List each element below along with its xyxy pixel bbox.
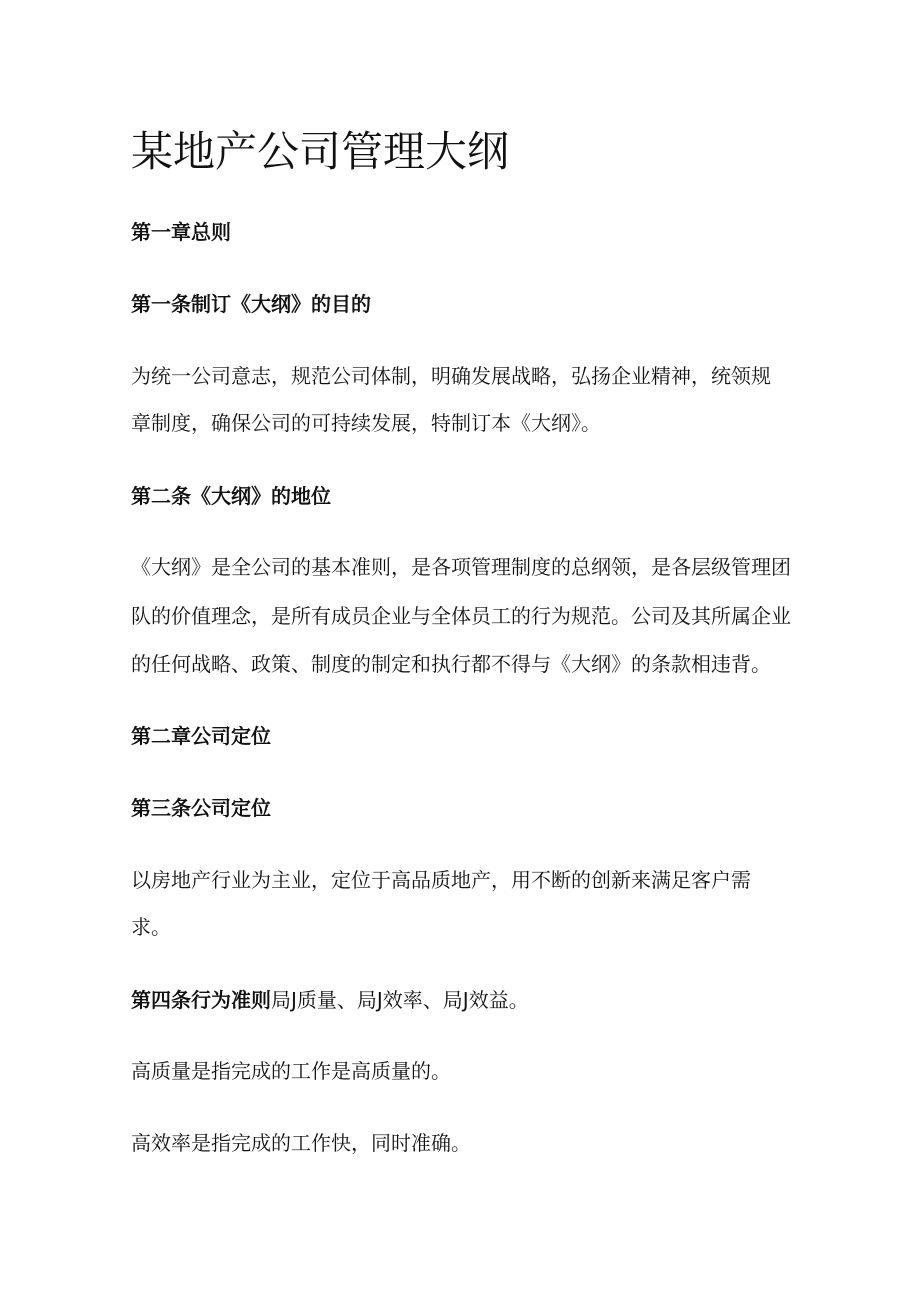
article-2-line-2: 队的价值理念，是所有成员企业与全体员工的行为规范。公司及其所属企业 xyxy=(131,604,791,628)
article-4-principles: 局J质量、局J效率、局J效益。 xyxy=(271,988,529,1012)
article-4-line xyxy=(131,986,529,1014)
chapter-2-heading: 第二章公司定位 xyxy=(131,724,271,748)
article-2-line-1: 《大纲》是全公司的基本准则，是各项管理制度的总纲领，是各层级管理团 xyxy=(131,555,791,579)
efficiency-definition: 高效率是指完成的工作快，同时准确。 xyxy=(131,1131,471,1155)
article-3-line-1: 以房地产行业为主业，定位于高品质地产，用不断的创新来满足客户需 xyxy=(131,868,751,892)
article-2-line-3: 的任何战略、政策、制度的制定和执行都不得与《大纲》的条款相违背。 xyxy=(131,652,771,676)
article-2-heading: 第二条《大纲》的地位 xyxy=(131,484,331,508)
article-1-line-2: 章制度，确保公司的可持续发展，特制订本《大纲》。 xyxy=(131,411,601,435)
quality-definition: 高质量是指完成的工作是高质量的。 xyxy=(131,1059,451,1083)
document-title: 某地产公司管理大纲 xyxy=(131,127,510,176)
article-1-heading: 第一条制订《大纲》的目的 xyxy=(131,292,371,316)
chapter-1-heading: 第一章总则 xyxy=(131,220,231,244)
article-1-line-1: 为统一公司意志，规范公司体制，明确发展战略，弘扬企业精神，统领规 xyxy=(131,364,771,388)
article-3-line-2: 求。 xyxy=(131,915,171,939)
article-4-heading: 第四条行为准则 xyxy=(131,988,271,1012)
article-3-heading: 第三条公司定位 xyxy=(131,796,271,820)
